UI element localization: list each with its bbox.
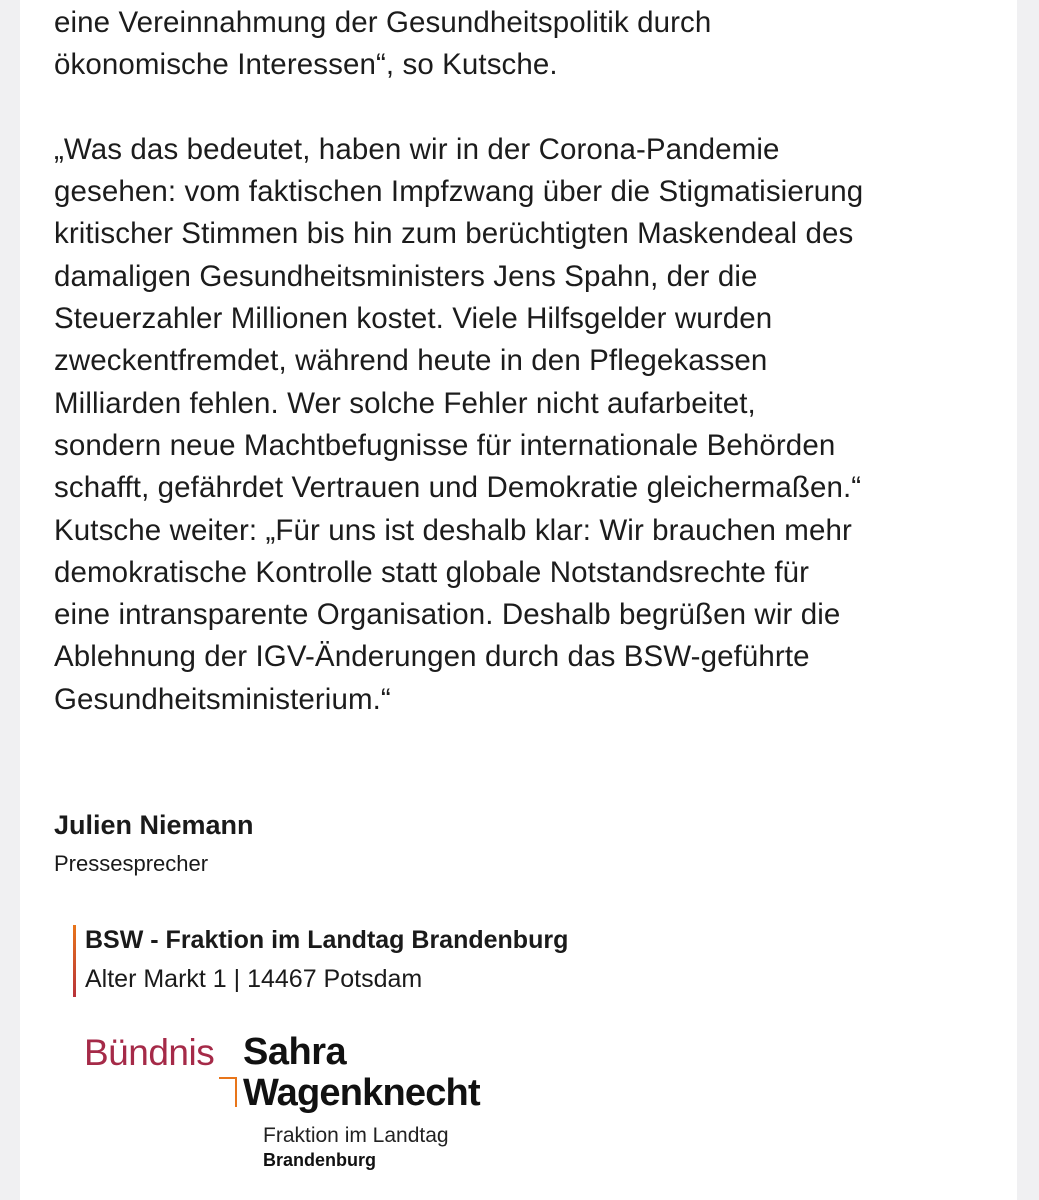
organization-address-block: [73, 925, 673, 997]
signer-role: Pressesprecher: [54, 851, 209, 876]
paragraph-gap: [54, 87, 1004, 129]
body-line: Steuerzahler Millionen kostet. Viele Hilfsgelder wurden: [54, 302, 773, 336]
logo-word-buendnis: Bündnis: [84, 1032, 215, 1073]
body-line: sondern neue Machtbefugnisse für internationale Behörden: [54, 428, 836, 462]
body-line: gesehen: vom faktischen Impfzwang über die Stigmatisierung: [54, 175, 864, 209]
body-line: eine Vereinnahmung der Gesundheitspolitik durch: [54, 6, 712, 39]
body-line: ökonomische Interessen“, so Kutsche.: [54, 48, 558, 82]
body-line: Ablehnung der IGV-Änderungen durch das BSW-geführte: [54, 640, 810, 674]
signer-name: Julien Niemann: [54, 810, 254, 840]
body-line: damaligen Gesundheitsministers Jens Spahn, der die: [54, 259, 758, 293]
logo-bracket-icon: [219, 1077, 237, 1107]
body-line: Milliarden fehlen. Wer solche Fehler nicht aufarbeitet,: [54, 386, 756, 420]
bsw-logo: [84, 1030, 544, 1180]
logo-word-sahra: Sahra: [243, 1031, 347, 1073]
accent-bar: [73, 925, 76, 997]
organization-address: Alter Markt 1 | 14467 Potsdam: [85, 965, 423, 993]
body-line: zweckentfremdet, während heute in den Pflegekassen: [54, 344, 768, 378]
body-line: Kutsche weiter: „Für uns ist deshalb klar: Wir brauchen mehr: [54, 513, 852, 547]
body-line: „Was das bedeutet, haben wir in der Corona-Pandemie: [54, 132, 780, 166]
body-line: kritischer Stimmen bis hin zum berüchtigten Maskendeal des: [54, 217, 854, 251]
body-line: Gesundheitsministerium.“: [54, 682, 391, 716]
body-line: schafft, gefährdet Vertrauen und Demokratie gleichermaßen.“: [54, 471, 862, 505]
document-page: [20, 0, 1017, 1200]
logo-subtitle: Fraktion im Landtag: [263, 1124, 449, 1147]
body-line: demokratische Kontrolle statt globale Notstandsrechte für: [54, 555, 810, 589]
logo-region: Brandenburg: [263, 1150, 377, 1170]
organization-name: BSW - Fraktion im Landtag Brandenburg: [85, 926, 569, 954]
body-line: eine intransparente Organisation. Deshalb begrüßen wir die: [54, 598, 841, 632]
press-release-body: [54, 2, 1004, 721]
logo-word-wagenknecht: Wagenknecht: [243, 1072, 480, 1114]
